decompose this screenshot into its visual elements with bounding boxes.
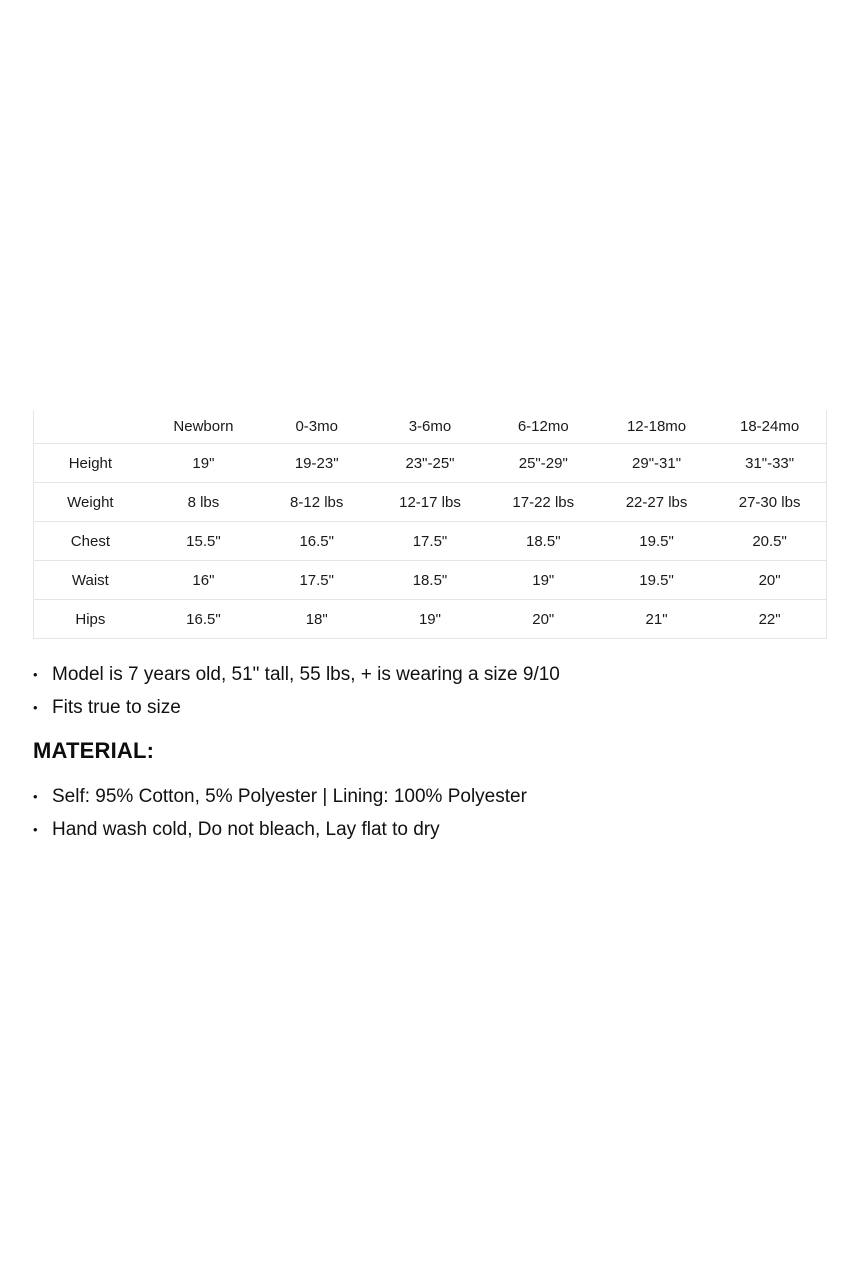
row-label-weight: Weight [34, 483, 147, 522]
care-instructions: Hand wash cold, Do not bleach, Lay flat to dry [52, 819, 440, 840]
table-cell: 19" [487, 561, 600, 600]
row-label-height: Height [34, 444, 147, 483]
size-chart-corner-cell [34, 410, 147, 444]
list-item [33, 691, 813, 724]
table-row [34, 444, 827, 483]
table-cell: 25"-29" [487, 444, 600, 483]
table-cell: 19-23" [260, 444, 373, 483]
material-composition: Self: 95% Cotton, 5% Polyester | Lining: 100% Polyester [52, 786, 527, 807]
table-cell: 16" [147, 561, 260, 600]
table-row [34, 561, 827, 600]
size-header-18-24mo: 18-24mo [713, 410, 826, 444]
table-cell: 19" [418, 610, 441, 628]
table-row [34, 522, 827, 561]
list-item [33, 658, 813, 691]
row-label-chest: Chest [34, 522, 147, 561]
fit-notes-list [33, 658, 813, 724]
table-cell: 18.5" [373, 561, 486, 600]
size-header-newborn: Newborn [147, 410, 260, 444]
table-cell: 23"-25" [373, 444, 486, 483]
table-cell: 15.5" [147, 522, 260, 561]
table-cell: 8 lbs [147, 483, 260, 522]
size-header-3-6mo: 3-6mo [373, 410, 486, 444]
table-cell: 22-27 lbs [600, 483, 713, 522]
table-cell: 20" [532, 610, 555, 628]
size-header-6-12mo: 6-12mo [487, 410, 600, 444]
material-list [33, 780, 813, 846]
table-cell: 19.5" [600, 561, 713, 600]
table-cell: 21" [645, 610, 668, 628]
table-cell: 18.5" [487, 522, 600, 561]
bullet-icon: • [33, 789, 38, 804]
table-cell: 17-22 lbs [487, 483, 600, 522]
bullet-icon: • [33, 667, 38, 682]
size-chart-table [33, 410, 827, 639]
table-cell: 31"-33" [713, 444, 826, 483]
table-row [34, 483, 827, 522]
table-cell: 19.5" [600, 522, 713, 561]
table-cell: 17.5" [260, 561, 373, 600]
row-label-hips: Hips [75, 610, 106, 628]
table-cell: 16.5" [186, 610, 221, 628]
table-cell: 22" [758, 610, 781, 628]
bullet-icon: • [33, 822, 38, 837]
bullet-icon: • [33, 700, 38, 715]
size-header-12-18mo: 12-18mo [600, 410, 713, 444]
table-cell: 17.5" [373, 522, 486, 561]
table-cell: 8-12 lbs [260, 483, 373, 522]
list-item [33, 780, 813, 813]
table-cell: 20.5" [713, 522, 826, 561]
table-row [34, 600, 827, 639]
size-chart-header-row [34, 410, 827, 444]
table-cell: 18" [305, 610, 328, 628]
list-item [33, 813, 813, 846]
fit-note-true-to-size: Fits true to size [52, 697, 181, 718]
table-cell: 16.5" [260, 522, 373, 561]
size-header-0-3mo: 0-3mo [260, 410, 373, 444]
table-cell: 27-30 lbs [713, 483, 826, 522]
table-cell: 20" [713, 561, 826, 600]
table-cell: 29"-31" [600, 444, 713, 483]
fit-note-model: Model is 7 years old, 51" tall, 55 lbs, + is wearing a size 9/10 [52, 664, 560, 685]
table-cell: 12-17 lbs [373, 483, 486, 522]
row-label-waist: Waist [34, 561, 147, 600]
material-heading: MATERIAL: [33, 738, 155, 763]
table-cell: 19" [147, 444, 260, 483]
